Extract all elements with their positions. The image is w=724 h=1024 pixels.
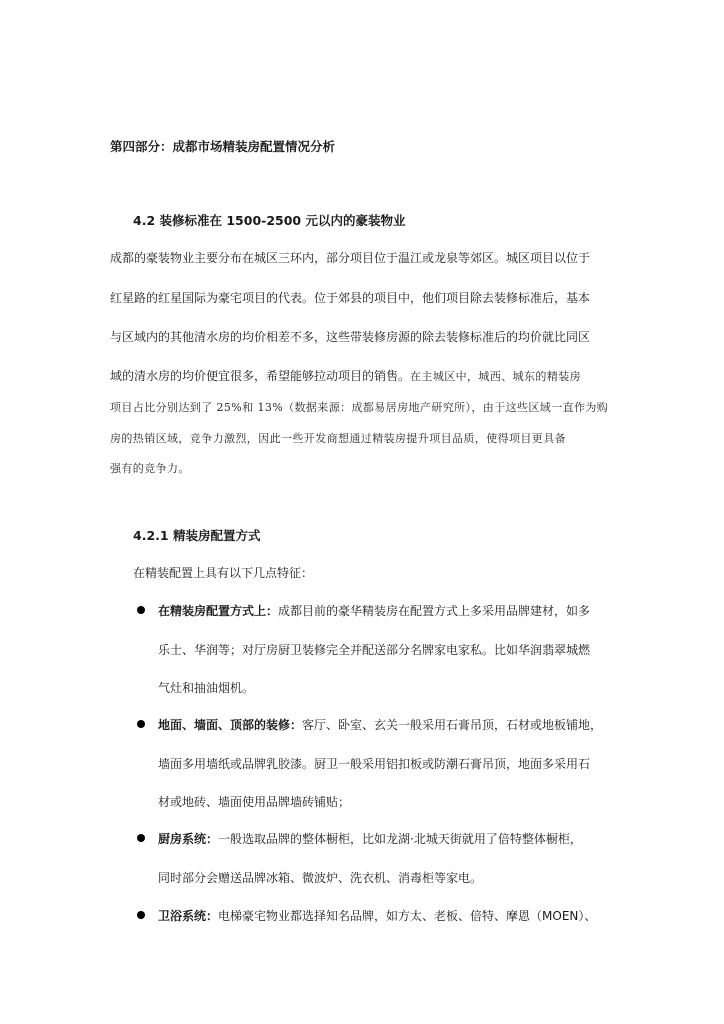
bullet-line xyxy=(158,602,590,619)
bullet-text: 电梯豪宅物业都选择知名品牌，如方太、老板、倍特、摩恩（MOEN）、 xyxy=(218,909,597,923)
bullet-text: 客厅、卧室、玄关一般采用石膏吊顶，石材或地板铺地， xyxy=(302,718,603,732)
section-title: 第四部分：成都市场精装房配置情况分析 xyxy=(110,139,336,154)
subsection-title: 4.2 装修标准在 1500-2500 元以内的豪装物业 xyxy=(133,213,406,228)
bullet-line xyxy=(158,830,582,847)
paragraph-line: 与区域内的其他清水房的均价相差不多，这些带装修房源的除去装修标准后的均价就比同区 xyxy=(110,330,591,344)
bullet-dot xyxy=(137,834,145,842)
paragraph-text: 域的清水房的均价便宜很多，希望能够拉动项目的销售。 xyxy=(110,369,411,383)
bullet-text: 成都目前的豪华精装房在配置方式上多采用品牌建材，如多 xyxy=(278,604,591,618)
bullet-label: 卫浴系统： xyxy=(158,909,219,923)
bullet-line xyxy=(158,907,596,924)
bullet-label: 厨房系统： xyxy=(158,832,219,846)
paragraph-line: 强有的竞争力。 xyxy=(110,462,190,475)
paragraph-line xyxy=(110,369,620,384)
bullet-line: 材或地砖、墙面使用品牌墙砖铺贴； xyxy=(158,795,351,809)
bullet-dot xyxy=(137,911,145,919)
bullet-text: 一般选取品牌的整体橱柜，比如龙湖·北城天街就用了倍特整体橱柜， xyxy=(218,832,582,846)
bullet-line: 乐士、华润等；对厅房厨卫装修完全并配送部分名牌家电家私。比如华润翡翠城燃 xyxy=(158,643,591,657)
bullet-dot xyxy=(137,720,145,728)
bullet-label: 在精装房配置方式上： xyxy=(158,604,279,618)
bullet-label: 地面、墙面、顶部的装修： xyxy=(158,718,303,732)
bullet-line: 同时部分会赠送品牌冰箱、微波炉、洗衣机、消毒柜等家电。 xyxy=(158,871,483,885)
paragraph-line: 成都的豪装物业主要分布在城区三环内，部分项目位于温江或龙泉等郊区。城区项目以位于 xyxy=(110,251,591,265)
heading-4-2-1: 4.2.1 精装房配置方式 xyxy=(133,528,261,543)
intro-text: 在精装配置上具有以下几点特征： xyxy=(133,566,314,580)
bullet-line xyxy=(158,716,602,733)
paragraph-line: 房的热销区域，竞争力激烈，因此一些开发商想通过精装房提升项目品质，使得项目更具备 xyxy=(110,432,566,445)
paragraph-serif-text: 在主城区中，城西、城东的精装房 xyxy=(410,370,582,383)
bullet-line: 气灶和抽油烟机。 xyxy=(158,681,255,695)
paragraph-line: 红星路的红星国际为豪宅项目的代表。位于郊县的项目中，他们项目除去装修标准后，基本 xyxy=(110,291,591,305)
bullet-line: 墙面多用墙纸或品牌乳胶漆。厨卫一般采用铝扣板或防潮石膏吊顶，地面多采用石 xyxy=(158,757,591,771)
bullet-dot xyxy=(137,606,145,614)
paragraph-line: 项目占比分别达到了 25%和 13%（数据来源：成都易居房地产研究所），由于这些区域一直作为购 xyxy=(110,401,609,414)
